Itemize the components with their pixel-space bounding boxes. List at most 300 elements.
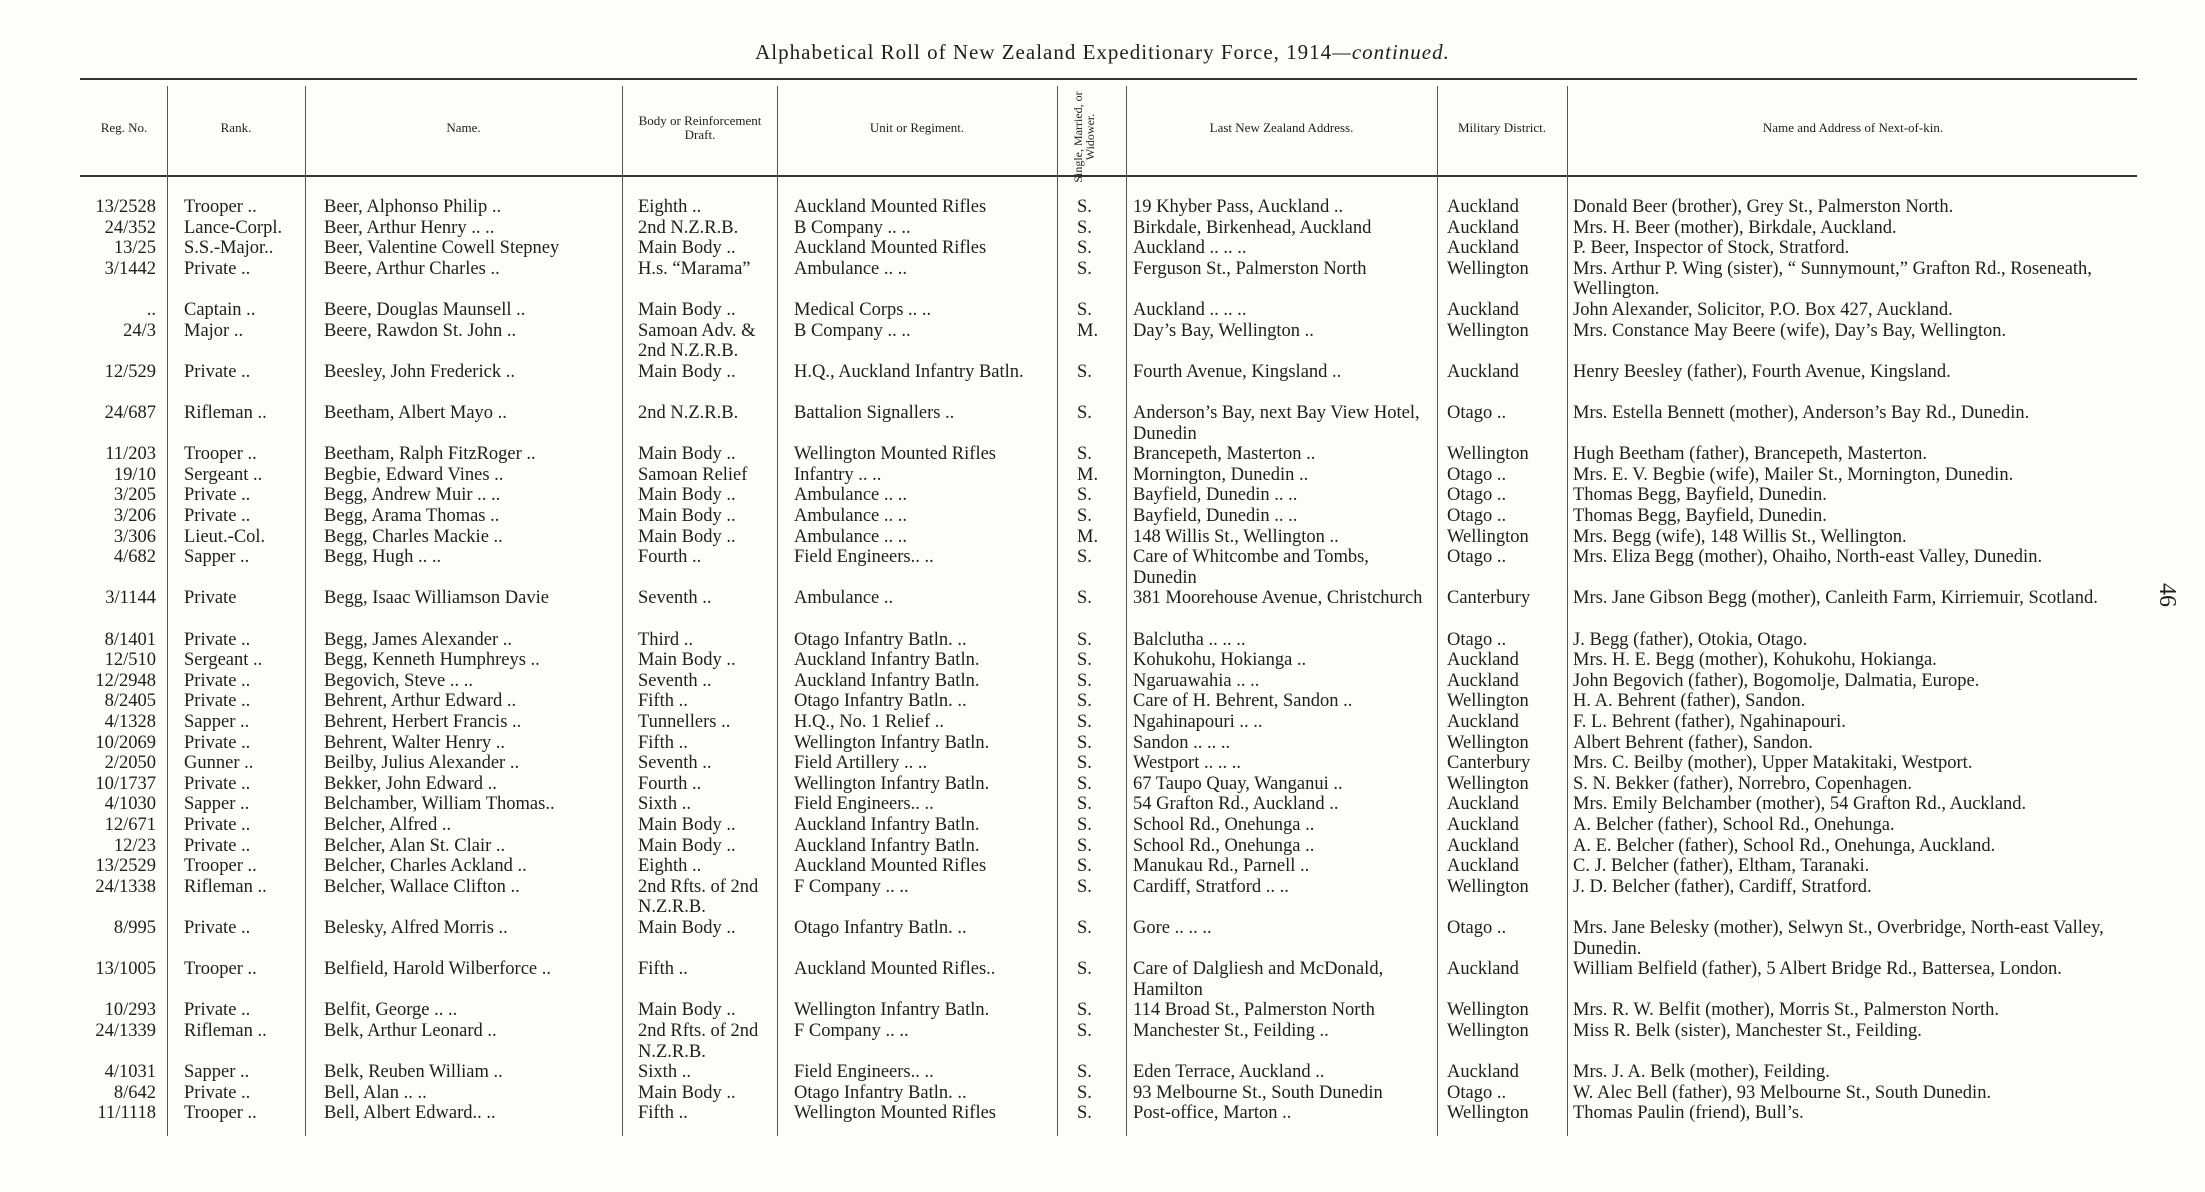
cell-draft: Samoan Relief: [638, 464, 748, 485]
cell-name: Beer, Valentine Cowell Stepney: [324, 238, 560, 259]
cell-rank: Private ..: [184, 1000, 251, 1021]
cell-unit: Otago Infantry Batln. ..: [794, 629, 967, 650]
cell-unit: Otago Infantry Batln. ..: [794, 691, 967, 712]
cell-reg-no: 4/1328: [104, 712, 156, 732]
cell-status: S.: [1077, 1082, 1092, 1103]
cell-rank: Private ..: [184, 670, 251, 691]
cell-address: Birkdale, Birkenhead, Auckland: [1133, 217, 1372, 238]
cell-name: Belcher, Alfred ..: [324, 815, 452, 835]
cell-draft: Tunnellers ..: [638, 712, 731, 732]
cell-reg-no: 10/293: [104, 1000, 156, 1021]
cell-reg-no: 13/2528: [95, 197, 156, 217]
cell-district: Auckland: [1447, 1062, 1519, 1083]
cell-reg-no: 3/206: [113, 506, 156, 526]
cell-next-of-kin: Miss R. Belk (sister), Manchester St., Feilding.: [1573, 1021, 1922, 1041]
cell-reg-no: 4/682: [113, 547, 156, 568]
cell-address: Mornington, Dunedin ..: [1133, 464, 1309, 485]
cell-status: S.: [1077, 197, 1092, 217]
cell-next-of-kin: Mrs. Jane Gibson Begg (mother), Canleith Farm, Kirriemuir, Scotland.: [1573, 588, 2098, 609]
cell-status: S.: [1077, 403, 1092, 423]
cell-status: S.: [1077, 835, 1092, 856]
cell-reg-no: 11/1118: [97, 1103, 156, 1124]
cell-district: Wellington: [1447, 444, 1529, 465]
cell-draft: Main Body ..: [638, 1000, 736, 1021]
cell-next-of-kin: P. Beer, Inspector of Stock, Stratford.: [1573, 238, 1850, 259]
cell-draft: Main Body ..: [638, 526, 736, 547]
cell-name: Behrent, Herbert Francis ..: [324, 712, 522, 732]
column-rule: [1057, 86, 1058, 1136]
cell-name: Beer, Alphonso Philip ..: [324, 197, 502, 217]
cell-district: Auckland: [1447, 959, 1519, 980]
cell-name: Beere, Rawdon St. John ..: [324, 320, 517, 341]
cell-rank: Trooper ..: [184, 444, 257, 465]
cell-address: School Rd., Onehunga ..: [1133, 835, 1315, 856]
cell-rank: Rifleman ..: [184, 1021, 267, 1041]
cell-next-of-kin: Mrs. Arthur P. Wing (sister), “ Sunnymount,” Grafton Rd., Roseneath, Wellington.: [1573, 258, 2092, 300]
header-unit: Unit or Regiment.: [869, 120, 965, 135]
cell-reg-no: 3/1144: [105, 588, 156, 609]
column-rule: [1567, 86, 1568, 1136]
cell-status: S.: [1077, 1021, 1092, 1041]
cell-name: Beere, Arthur Charles ..: [324, 258, 500, 279]
cell-reg-no: 4/1030: [104, 794, 156, 815]
cell-rank: Private ..: [184, 773, 251, 794]
cell-reg-no: 3/306: [113, 526, 156, 547]
column-rule: [1437, 86, 1438, 1136]
cell-status: S.: [1077, 485, 1092, 506]
cell-district: Auckland: [1447, 361, 1519, 382]
cell-rank: Sapper ..: [184, 1062, 250, 1083]
cell-name: Behrent, Walter Henry ..: [324, 732, 506, 753]
cell-address: Brancepeth, Masterton ..: [1133, 444, 1316, 465]
cell-reg-no: 24/1338: [95, 876, 156, 897]
cell-draft: Seventh ..: [638, 753, 712, 774]
cell-district: Auckland: [1447, 217, 1519, 238]
cell-next-of-kin: Mrs. Constance May Beere (wife), Day’s Bay, Wellington.: [1573, 320, 2007, 341]
cell-next-of-kin: Mrs. H. Beer (mother), Birkdale, Auckland.: [1573, 217, 1897, 238]
cell-next-of-kin: Mrs. Eliza Begg (mother), Ohaiho, North-east Valley, Dunedin.: [1573, 547, 2043, 568]
cell-unit: Wellington Infantry Batln.: [794, 773, 990, 794]
cell-next-of-kin: Mrs. Jane Belesky (mother), Selwyn St., Overbridge, North-east Valley, Dunedin.: [1573, 918, 2104, 959]
cell-unit: H.Q., Auckland Infantry Batln.: [794, 361, 1024, 382]
cell-next-of-kin: F. L. Behrent (father), Ngahinapouri.: [1573, 712, 1846, 732]
cell-status: S.: [1077, 547, 1092, 568]
cell-reg-no: 24/352: [104, 217, 156, 238]
cell-district: Otago ..: [1447, 918, 1507, 938]
cell-rank: Lance-Corpl.: [184, 217, 283, 238]
cell-address: Ferguson St., Palmerston North: [1133, 258, 1367, 279]
cell-next-of-kin: Henry Beesley (father), Fourth Avenue, Kingsland.: [1573, 361, 1951, 382]
cell-next-of-kin: Mrs. Estella Bennett (mother), Anderson’s Bay Rd., Dunedin.: [1573, 403, 2030, 423]
cell-name: Bell, Albert Edward.. ..: [324, 1103, 496, 1124]
cell-name: Beer, Arthur Henry .. ..: [324, 217, 495, 238]
cell-reg-no: 2/2050: [104, 753, 156, 774]
cell-status: S.: [1077, 1103, 1092, 1124]
cell-unit: B Company .. ..: [794, 320, 911, 341]
cell-draft: 2nd Rfts. of 2nd N.Z.R.B.: [638, 876, 759, 918]
cell-district: Otago ..: [1447, 403, 1507, 423]
cell-address: 67 Taupo Quay, Wanganui ..: [1133, 773, 1343, 794]
cell-reg-no: 3/205: [113, 485, 156, 506]
cell-status: S.: [1077, 691, 1092, 712]
cell-next-of-kin: Thomas Begg, Bayfield, Dunedin.: [1573, 485, 1827, 506]
cell-rank: Trooper ..: [184, 856, 257, 877]
cell-next-of-kin: Mrs. Emily Belchamber (mother), 54 Grafton Rd., Auckland.: [1573, 794, 2027, 815]
cell-unit: Auckland Infantry Batln.: [794, 815, 980, 835]
cell-next-of-kin: S. N. Bekker (father), Norrebro, Copenhagen.: [1573, 773, 1913, 794]
cell-district: Otago ..: [1447, 629, 1507, 650]
cell-draft: Main Body ..: [638, 444, 736, 465]
cell-district: Wellington: [1447, 732, 1529, 753]
cell-draft: 2nd Rfts. of 2nd N.Z.R.B.: [638, 1021, 759, 1062]
column-rule: [305, 86, 306, 1136]
cell-rank: Sergeant ..: [184, 650, 263, 671]
cell-unit: Auckland Mounted Rifles..: [794, 959, 996, 980]
cell-address: Eden Terrace, Auckland ..: [1133, 1062, 1325, 1083]
cell-address: Ngaruawahia .. ..: [1133, 670, 1260, 691]
cell-district: Otago ..: [1447, 485, 1507, 506]
cell-district: Otago ..: [1447, 506, 1507, 526]
cell-name: Belk, Arthur Leonard ..: [324, 1021, 497, 1041]
cell-next-of-kin: William Belfield (father), 5 Albert Bridge Rd., Battersea, London.: [1573, 959, 2062, 980]
cell-reg-no: 8/995: [113, 918, 156, 938]
cell-name: Begg, Kenneth Humphreys ..: [324, 650, 540, 671]
cell-reg-no: 8/2405: [104, 691, 156, 712]
cell-name: Beere, Douglas Maunsell ..: [324, 300, 526, 320]
cell-rank: Sapper ..: [184, 547, 250, 568]
cell-next-of-kin: W. Alec Bell (father), 93 Melbourne St., South Dunedin.: [1573, 1082, 1992, 1103]
cell-rank: Sapper ..: [184, 712, 250, 732]
cell-name: Begg, Isaac Williamson Davie: [324, 588, 549, 609]
cell-name: Beesley, John Frederick ..: [324, 361, 515, 382]
cell-status: S.: [1077, 815, 1092, 835]
cell-name: Belcher, Wallace Clifton ..: [324, 876, 520, 897]
cell-address: Bayfield, Dunedin .. ..: [1133, 485, 1298, 506]
cell-unit: Otago Infantry Batln. ..: [794, 918, 967, 938]
cell-draft: 2nd N.Z.R.B.: [638, 217, 739, 238]
column-rule: [622, 86, 623, 1136]
cell-status: M.: [1077, 464, 1099, 485]
cell-rank: Sapper ..: [184, 794, 250, 815]
cell-draft: Main Body ..: [638, 1082, 736, 1103]
cell-rank: Trooper ..: [184, 959, 257, 980]
title-main: Alphabetical Roll of New Zealand Expeditionary Force, 1914: [755, 40, 1333, 64]
cell-district: Auckland: [1447, 197, 1519, 217]
cell-district: Auckland: [1447, 670, 1519, 691]
cell-draft: Sixth ..: [638, 1062, 691, 1083]
cell-status: S.: [1077, 753, 1092, 774]
cell-status: S.: [1077, 856, 1092, 877]
cell-reg-no: 11/203: [105, 444, 156, 465]
cell-rank: Gunner ..: [184, 753, 254, 774]
cell-next-of-kin: Mrs. R. W. Belfit (mother), Morris St., Palmerston North.: [1573, 1000, 1999, 1021]
cell-status: S.: [1077, 650, 1092, 671]
cell-unit: F Company .. ..: [794, 876, 909, 897]
cell-rank: Private ..: [184, 691, 251, 712]
cell-next-of-kin: Mrs. E. V. Begbie (wife), Mailer St., Mornington, Dunedin.: [1573, 464, 2014, 485]
cell-address: Balclutha .. .. ..: [1133, 629, 1246, 650]
cell-draft: Main Body ..: [638, 238, 736, 259]
title-suffix: —continued.: [1332, 40, 1450, 64]
cell-status: S.: [1077, 712, 1092, 732]
cell-status: S.: [1077, 876, 1092, 897]
cell-draft: Fourth ..: [638, 773, 702, 794]
cell-unit: Ambulance .. ..: [794, 506, 908, 526]
cell-reg-no: 24/3: [123, 320, 156, 341]
cell-draft: Main Body ..: [638, 485, 736, 506]
cell-district: Auckland: [1447, 835, 1519, 856]
cell-draft: Main Body ..: [638, 506, 736, 526]
cell-name: Beilby, Julius Alexander ..: [324, 753, 520, 774]
cell-unit: Auckland Mounted Rifles: [794, 197, 987, 217]
cell-district: Otago ..: [1447, 464, 1507, 485]
cell-district: Auckland: [1447, 794, 1519, 815]
cell-unit: B Company .. ..: [794, 217, 911, 238]
cell-address: 114 Broad St., Palmerston North: [1133, 1000, 1375, 1021]
cell-status: S.: [1077, 238, 1092, 259]
page-title: [0, 40, 2205, 65]
cell-reg-no: 13/2529: [95, 856, 156, 877]
cell-name: Bekker, John Edward ..: [324, 773, 497, 794]
cell-name: Begovich, Steve .. ..: [324, 670, 474, 691]
cell-address: Manchester St., Feilding ..: [1133, 1021, 1329, 1041]
cell-next-of-kin: C. J. Belcher (father), Eltham, Taranaki.: [1573, 856, 1870, 877]
header-draft: Body or Reinforcement Draft.: [638, 113, 762, 142]
cell-name: Begg, Arama Thomas ..: [324, 506, 500, 526]
cell-district: Wellington: [1447, 876, 1529, 897]
cell-district: Auckland: [1447, 238, 1519, 259]
cell-district: Auckland: [1447, 300, 1519, 320]
cell-next-of-kin: Mrs. H. E. Begg (mother), Kohukohu, Hokianga.: [1573, 650, 1937, 671]
cell-address: 381 Moorehouse Avenue, Christchurch: [1133, 588, 1423, 609]
cell-reg-no: 24/1339: [95, 1021, 156, 1041]
cell-district: Canterbury: [1447, 753, 1531, 774]
cell-address: Gore .. .. ..: [1133, 918, 1212, 938]
cell-unit: Ambulance .. ..: [794, 485, 908, 506]
cell-name: Belk, Reuben William ..: [324, 1062, 503, 1083]
cell-status: M.: [1077, 320, 1099, 341]
cell-next-of-kin: Thomas Begg, Bayfield, Dunedin.: [1573, 506, 1827, 526]
cell-address: Manukau Rd., Parnell ..: [1133, 856, 1310, 877]
cell-draft: Main Body ..: [638, 815, 736, 835]
cell-district: Otago ..: [1447, 1082, 1507, 1103]
cell-unit: Auckland Mounted Rifles: [794, 238, 987, 259]
cell-status: S.: [1077, 300, 1092, 320]
cell-status: S.: [1077, 444, 1092, 465]
cell-status: S.: [1077, 959, 1092, 980]
cell-district: Auckland: [1447, 650, 1519, 671]
cell-reg-no: 8/642: [113, 1082, 156, 1103]
cell-rank: Major ..: [184, 320, 244, 341]
cell-status: M.: [1077, 526, 1099, 547]
cell-draft: Fifth ..: [638, 691, 688, 712]
cell-rank: Private ..: [184, 485, 251, 506]
cell-status: S.: [1077, 258, 1092, 279]
cell-unit: Auckland Infantry Batln.: [794, 650, 980, 671]
cell-next-of-kin: Hugh Beetham (father), Brancepeth, Masterton.: [1573, 444, 1927, 465]
cell-rank: Rifleman ..: [184, 876, 267, 897]
cell-reg-no: 24/687: [104, 403, 156, 423]
cell-reg-no: 12/23: [113, 835, 156, 856]
cell-draft: H.s. “Marama”: [638, 258, 751, 279]
cell-address: Care of H. Behrent, Sandon ..: [1133, 691, 1353, 712]
cell-unit: Auckland Infantry Batln.: [794, 835, 980, 856]
cell-unit: Auckland Mounted Rifles: [794, 856, 987, 877]
cell-rank: Private ..: [184, 629, 251, 650]
cell-name: Belcher, Alan St. Clair ..: [324, 835, 506, 856]
header-status: Single, Married, or Widower.: [1071, 91, 1097, 183]
cell-draft: Fifth ..: [638, 959, 688, 980]
cell-rank: Lieut.-Col.: [184, 526, 266, 547]
cell-unit: Ambulance .. ..: [794, 258, 908, 279]
cell-draft: Main Body ..: [638, 300, 736, 320]
cell-rank: Private ..: [184, 835, 251, 856]
cell-district: Wellington: [1447, 1021, 1529, 1041]
cell-address: 93 Melbourne St., South Dunedin: [1133, 1082, 1383, 1103]
cell-unit: Infantry .. ..: [794, 464, 882, 485]
cell-unit: Wellington Mounted Rifles: [794, 1103, 996, 1124]
cell-rank: Private ..: [184, 506, 251, 526]
cell-address: Care of Dalgliesh and McDonald, Hamilton: [1133, 959, 1384, 1000]
cell-reg-no: ..: [146, 300, 156, 320]
cell-address: Anderson’s Bay, next Bay View Hotel, Dunedin: [1133, 403, 1420, 444]
cell-reg-no: 12/529: [104, 361, 156, 382]
cell-reg-no: 13/25: [113, 238, 156, 259]
cell-unit: Medical Corps .. ..: [794, 300, 932, 320]
cell-draft: Third ..: [638, 629, 693, 650]
cell-rank: Private ..: [184, 918, 251, 938]
cell-rank: Trooper ..: [184, 197, 257, 217]
cell-draft: Seventh ..: [638, 588, 712, 609]
cell-status: S.: [1077, 1000, 1092, 1021]
cell-name: Belchamber, William Thomas..: [324, 794, 555, 815]
cell-status: S.: [1077, 506, 1092, 526]
cell-reg-no: 8/1401: [104, 629, 156, 650]
cell-rank: Captain ..: [184, 300, 256, 320]
cell-draft: Fifth ..: [638, 732, 688, 753]
cell-next-of-kin: Donald Beer (brother), Grey St., Palmerston North.: [1573, 197, 1954, 217]
cell-unit: Ambulance .. ..: [794, 526, 908, 547]
cell-district: Wellington: [1447, 691, 1529, 712]
cell-name: Begbie, Edward Vines ..: [324, 464, 504, 485]
cell-unit: Otago Infantry Batln. ..: [794, 1082, 967, 1103]
cell-status: S.: [1077, 361, 1092, 382]
cell-name: Belfit, George .. ..: [324, 1000, 458, 1021]
cell-district: Wellington: [1447, 320, 1529, 341]
cell-next-of-kin: Mrs. J. A. Belk (mother), Feilding.: [1573, 1062, 1830, 1083]
cell-name: Beetham, Albert Mayo ..: [324, 403, 507, 423]
cell-draft: 2nd N.Z.R.B.: [638, 403, 739, 423]
cell-address: Day’s Bay, Wellington ..: [1133, 320, 1314, 341]
cell-address: Auckland .. .. ..: [1133, 238, 1247, 259]
cell-draft: Main Body ..: [638, 650, 736, 671]
cell-rank: Private ..: [184, 361, 251, 382]
cell-reg-no: 12/2948: [95, 670, 156, 691]
cell-district: Auckland: [1447, 712, 1519, 732]
cell-address: Ngahinapouri .. ..: [1133, 712, 1263, 732]
cell-next-of-kin: Albert Behrent (father), Sandon.: [1573, 732, 1813, 753]
header-address: Last New Zealand Address.: [1209, 120, 1354, 135]
cell-status: S.: [1077, 629, 1092, 650]
cell-next-of-kin: A. E. Belcher (father), School Rd., Onehunga, Auckland.: [1573, 835, 1996, 856]
cell-next-of-kin: Mrs. Begg (wife), 148 Willis St., Wellington.: [1573, 526, 1907, 547]
cell-draft: Seventh ..: [638, 670, 712, 691]
cell-reg-no: 12/671: [104, 815, 156, 835]
cell-unit: Field Engineers.. ..: [794, 794, 934, 815]
cell-district: Auckland: [1447, 815, 1519, 835]
cell-unit: Wellington Infantry Batln.: [794, 732, 990, 753]
cell-name: Belesky, Alfred Morris ..: [324, 918, 508, 938]
cell-reg-no: 13/1005: [95, 959, 156, 980]
cell-next-of-kin: H. A. Behrent (father), Sandon.: [1573, 691, 1806, 712]
cell-unit: Field Engineers.. ..: [794, 547, 934, 568]
cell-unit: H.Q., No. 1 Relief ..: [794, 712, 945, 732]
cell-status: S.: [1077, 217, 1092, 238]
cell-draft: Main Body ..: [638, 835, 736, 856]
cell-district: Otago ..: [1447, 547, 1507, 568]
cell-unit: F Company .. ..: [794, 1021, 909, 1041]
header-reg-no: Reg. No.: [100, 120, 148, 135]
cell-draft: Main Body ..: [638, 918, 736, 938]
cell-address: 54 Grafton Rd., Auckland ..: [1133, 794, 1339, 815]
cell-district: Wellington: [1447, 1103, 1529, 1124]
cell-unit: Field Engineers.. ..: [794, 1062, 934, 1083]
cell-rank: Private: [184, 588, 237, 609]
cell-draft: Main Body ..: [638, 361, 736, 382]
cell-next-of-kin: John Begovich (father), Bogomolje, Dalmatia, Europe.: [1573, 670, 1980, 691]
cell-status: S.: [1077, 773, 1092, 794]
cell-status: S.: [1077, 918, 1092, 938]
cell-rank: Private ..: [184, 732, 251, 753]
cell-next-of-kin: John Alexander, Solicitor, P.O. Box 427, Auckland.: [1573, 300, 1953, 320]
cell-rank: Private ..: [184, 258, 251, 279]
cell-reg-no: 3/1442: [104, 258, 156, 279]
cell-status: S.: [1077, 670, 1092, 691]
header-next-of-kin: Name and Address of Next-of-kin.: [1762, 120, 1944, 135]
cell-reg-no: 10/2069: [95, 732, 156, 753]
cell-rank: Rifleman ..: [184, 403, 267, 423]
cell-name: Begg, Hugh .. ..: [324, 547, 442, 568]
cell-reg-no: 4/1031: [104, 1062, 156, 1083]
cell-draft: Sixth ..: [638, 794, 691, 815]
cell-address: Post-office, Marton ..: [1133, 1103, 1292, 1124]
cell-unit: Wellington Infantry Batln.: [794, 1000, 990, 1021]
cell-address: Kohukohu, Hokianga ..: [1133, 650, 1307, 671]
cell-address: Bayfield, Dunedin .. ..: [1133, 506, 1298, 526]
cell-district: Wellington: [1447, 1000, 1529, 1021]
cell-address: School Rd., Onehunga ..: [1133, 815, 1315, 835]
cell-address: 19 Khyber Pass, Auckland ..: [1133, 197, 1344, 217]
cell-next-of-kin: A. Belcher (father), School Rd., Onehunga.: [1573, 815, 1895, 835]
column-rule: [777, 86, 778, 1136]
cell-status: S.: [1077, 588, 1092, 609]
cell-next-of-kin: J. Begg (father), Otokia, Otago.: [1573, 629, 1808, 650]
cell-draft: Eighth ..: [638, 856, 702, 877]
cell-address: 148 Willis St., Wellington ..: [1133, 526, 1339, 547]
header-name: Name.: [446, 120, 481, 135]
cell-address: Auckland .. .. ..: [1133, 300, 1247, 320]
cell-district: Wellington: [1447, 526, 1529, 547]
cell-unit: Auckland Infantry Batln.: [794, 670, 980, 691]
cell-next-of-kin: Mrs. C. Beilby (mother), Upper Matakitaki, Westport.: [1573, 753, 1973, 774]
cell-name: Behrent, Arthur Edward ..: [324, 691, 517, 712]
cell-rank: Trooper ..: [184, 1103, 257, 1124]
cell-draft: Fifth ..: [638, 1103, 688, 1124]
cell-next-of-kin: Thomas Paulin (friend), Bull’s.: [1573, 1103, 1804, 1124]
cell-unit: Battalion Signallers ..: [794, 403, 955, 423]
cell-unit: Wellington Mounted Rifles: [794, 444, 996, 465]
cell-reg-no: 12/510: [104, 650, 156, 671]
